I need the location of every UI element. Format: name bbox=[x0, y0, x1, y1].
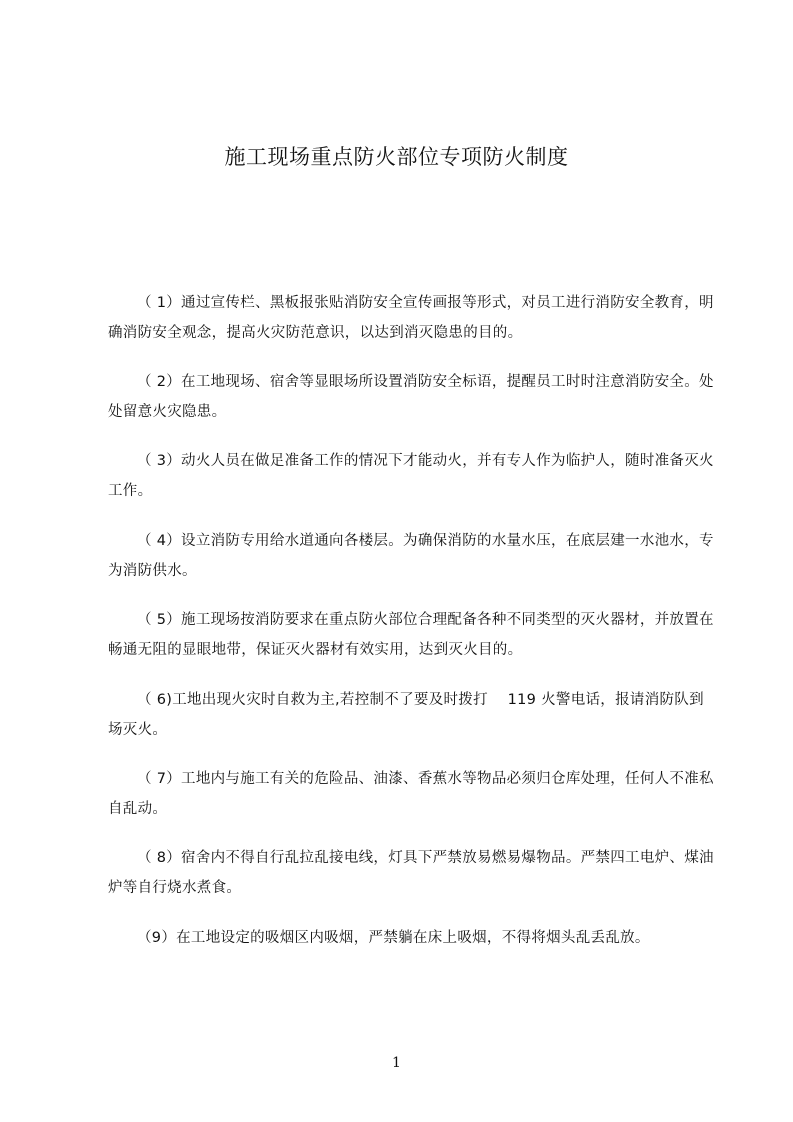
paragraph-3: （ 3）动火人员在做足准备工作的情况下才能动火，并有专人作为临护人，随时准备灭火工作。 bbox=[108, 453, 714, 499]
paragraph-5: （ 5）施工现场按消防要求在重点防火部位合理配备各种不同类型的灭火器材，并放置在畅通无阻的显眼地带，保证灭火器材有效实用，达到灭火目的。 bbox=[108, 612, 714, 658]
paragraph-8: （ 8）宿舍内不得自行乱拉乱接电线，灯具下严禁放易燃易爆物品。严禁四工电炉、煤油炉等自行烧水煮食。 bbox=[108, 850, 714, 896]
paragraph-2: （ 2）在工地现场、宿舍等显眼场所设置消防安全标语，提醒员工时时注意消防安全。处处留意火灾隐患。 bbox=[108, 374, 714, 420]
paragraph-4: （ 4）设立消防专用给水道通向各楼层。为确保消防的水量水压，在底层建一水池水，专为消防供水。 bbox=[108, 533, 714, 579]
paragraph-6: （ 6)工地出现火灾时自救为主,若控制不了要及时拨打 119 火警电话，报请消防队到场灭火。 bbox=[108, 692, 704, 738]
paragraph-9: （9）在工地设定的吸烟区内吸烟，严禁躺在床上吸烟，不得将烟头乱丢乱放。 bbox=[137, 930, 650, 946]
page-number: 1 bbox=[392, 1055, 401, 1071]
paragraph-1: （ 1）通过宣传栏、黑板报张贴消防安全宣传画报等形式，对员工进行消防安全教育，明确消防安全观念，提高火灾防范意识，以达到消灭隐患的目的。 bbox=[108, 295, 714, 341]
document-title: 施工现场重点防火部位专项防火制度 bbox=[224, 145, 569, 169]
paragraph-7: （ 7）工地内与施工有关的危险品、油漆、香蕉水等物品必须归仓库处理，任何人不准私自乱动。 bbox=[108, 771, 714, 817]
